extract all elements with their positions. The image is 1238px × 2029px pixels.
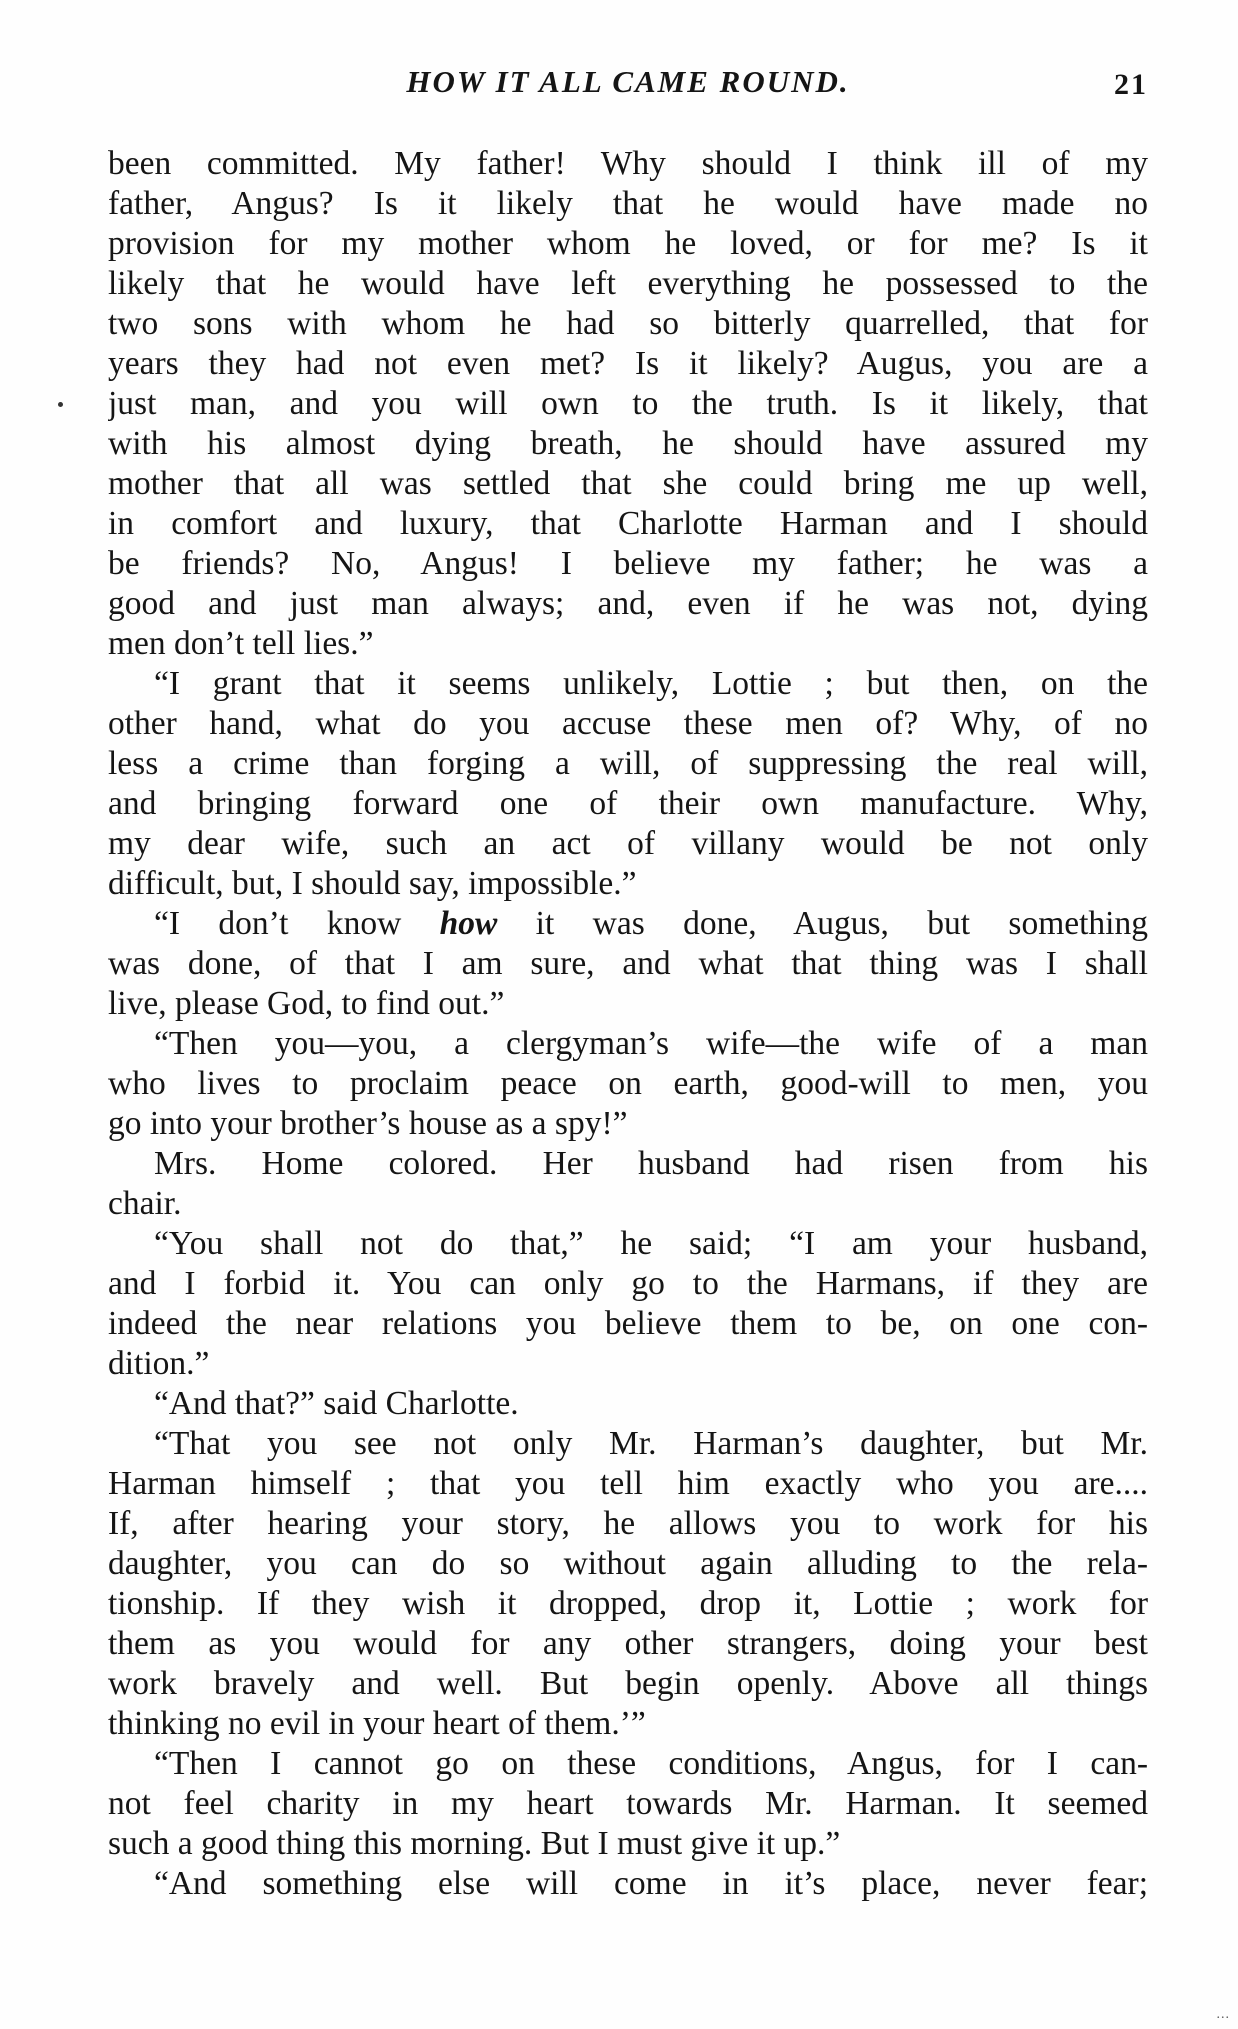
text-line: likely that he would have left everything he possessed to the: [108, 265, 1148, 302]
text-line: two sons with whom he had so bitterly quarrelled, that for: [108, 305, 1148, 342]
line-end: it was done, Augus, but something: [497, 905, 1148, 942]
text-line: them as you would for any other strangers, doing your best: [108, 1625, 1148, 1662]
page-header: [108, 64, 1148, 112]
line-start: “I don’t know: [154, 905, 440, 942]
body-text: [108, 144, 1148, 1904]
margin-mark: [58, 402, 63, 407]
text-line: not feel charity in my heart towards Mr. Harman. It seemed: [108, 1785, 1148, 1822]
text-line: dition.”: [108, 1345, 210, 1382]
text-line: “Then I cannot go on these conditions, Angus, for I can-: [154, 1745, 1148, 1782]
text-line: indeed the near relations you believe them to be, on one con-: [108, 1305, 1148, 1342]
text-line: “Then you—you, a clergyman’s wife—the wife of a man: [154, 1025, 1148, 1062]
text-line: “You shall not do that,” he said; “I am your husband,: [154, 1225, 1148, 1262]
text-line: chair.: [108, 1185, 182, 1222]
text-line: years they had not even met? Is it likely? Augus, you are a: [108, 345, 1148, 382]
text-line: men don’t tell lies.”: [108, 625, 374, 662]
text-line: difficult, but, I should say, impossible.”: [108, 865, 637, 902]
text-line: and bringing forward one of their own manufacture. Why,: [108, 785, 1148, 822]
text-line: “And something else will come in it’s place, never fear;: [154, 1865, 1148, 1902]
emphasized-word: how: [439, 905, 498, 942]
text-line: If, after hearing your story, he allows you to work for his: [108, 1505, 1148, 1542]
text-line: father, Angus? Is it likely that he would have made no: [108, 185, 1148, 222]
page-number: 21: [1114, 68, 1148, 101]
text-line: “That you see not only Mr. Harman’s daughter, but Mr.: [154, 1425, 1148, 1462]
text-line: other hand, what do you accuse these men of? Why, of no: [108, 705, 1148, 742]
text-line: Harman himself ; that you tell him exactly who you are....: [108, 1465, 1148, 1502]
text-line: good and just man always; and, even if he was not, dying: [108, 585, 1148, 622]
text-line: tionship. If they wish it dropped, drop it, Lottie ; work for: [108, 1585, 1148, 1622]
text-line: my dear wife, such an act of villany would be not only: [108, 825, 1148, 862]
text-line-with-emphasis: [108, 904, 1148, 944]
text-line: be friends? No, Angus! I believe my father; he was a: [108, 545, 1148, 582]
text-line: daughter, you can do so without again alluding to the rela-: [108, 1545, 1148, 1582]
text-line: such a good thing this morning. But I must give it up.”: [108, 1825, 841, 1862]
text-line: and I forbid it. You can only go to the Harmans, if they are: [108, 1265, 1148, 1302]
text-line: just man, and you will own to the truth. Is it likely, that: [108, 385, 1148, 422]
text-line: been committed. My father! Why should I think ill of my: [108, 145, 1148, 182]
text-line: in comfort and luxury, that Charlotte Harman and I should: [108, 505, 1148, 542]
text-line: mother that all was settled that she could bring me up well,: [108, 465, 1148, 502]
text-line: live, please God, to find out.”: [108, 985, 505, 1022]
running-title: HOW IT ALL CAME ROUND.: [406, 64, 850, 99]
text-line: “And that?” said Charlotte.: [154, 1385, 519, 1422]
text-line: less a crime than forging a will, of suppressing the real will,: [108, 745, 1148, 782]
corner-mark: ...: [1216, 2007, 1230, 2022]
text-line: thinking no evil in your heart of them.’”: [108, 1705, 646, 1742]
text-line: with his almost dying breath, he should have assured my: [108, 425, 1148, 462]
text-line: Mrs. Home colored. Her husband had risen from his: [154, 1145, 1148, 1182]
text-line: provision for my mother whom he loved, or for me? Is it: [108, 225, 1148, 262]
text-line: go into your brother’s house as a spy!”: [108, 1105, 628, 1142]
text-line: work bravely and well. But begin openly. Above all things: [108, 1665, 1148, 1702]
text-line: was done, of that I am sure, and what that thing was I shall: [108, 945, 1148, 982]
text-line: who lives to proclaim peace on earth, good-will to men, you: [108, 1065, 1148, 1102]
text-line: “I grant that it seems unlikely, Lottie ; but then, on the: [154, 665, 1148, 702]
